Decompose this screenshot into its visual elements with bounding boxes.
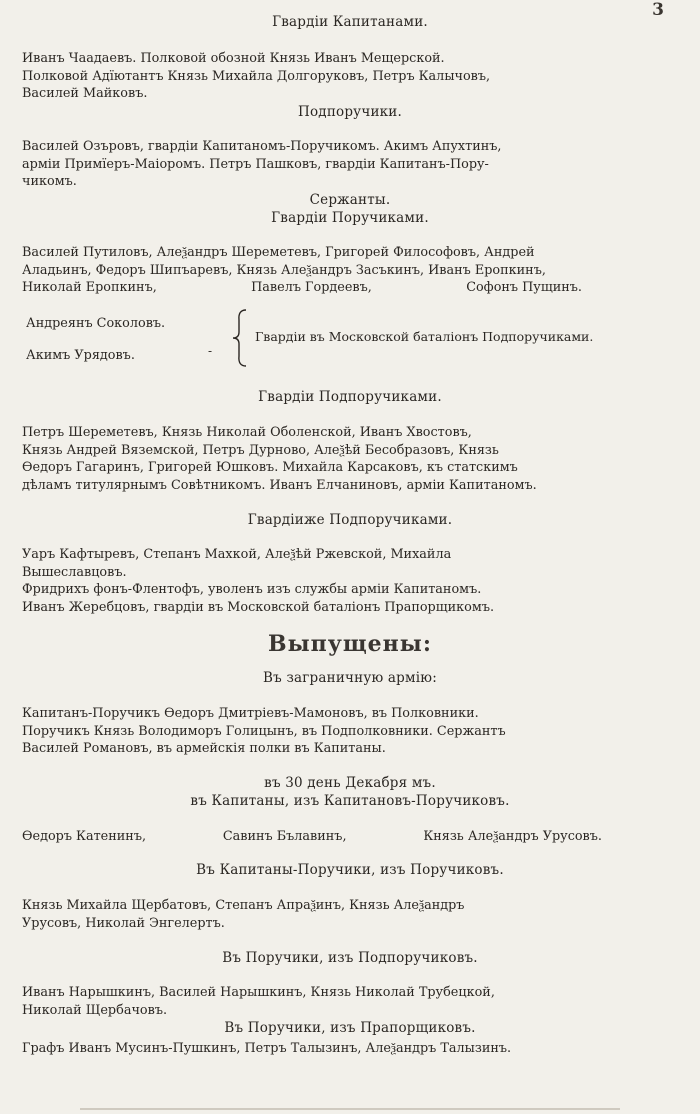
text-line: Василей Романовъ, въ армейскія полки въ Капитаны.	[22, 741, 386, 756]
text-line: Иванъ Чаадаевъ. Полковой обозной Князь Иванъ Мещерской.	[22, 51, 445, 66]
text-line: Графъ Иванъ Мусинъ-Пушкинъ, Петръ Талызинъ, Алеѯандръ Талызинъ.	[22, 1041, 512, 1056]
text-line: Уаръ Кафтыревъ, Степанъ Махкой, Алеѯѣй Ржевской, Михайла	[22, 547, 452, 562]
heading-to-captains: въ Капитаны, изъ Капитановъ-Поручиковъ.	[190, 793, 510, 809]
name-entry: Князь Алеѯандръ Урусовъ.	[423, 829, 602, 844]
paragraph-sublieutenants	[22, 138, 682, 191]
text-line: Петръ Шереметевъ, Князь Николай Оболенской, Иванъ Хвостовъ,	[22, 425, 472, 440]
text-line: Урусовъ, Николай Энгелертъ.	[22, 915, 225, 931]
heading-guard-sublieutenants-2: Гвардіиже Подпоручиками.	[247, 512, 453, 528]
text-line: Василей Путиловъ, Алеѯандръ Шереметевъ, Григорей Философовъ, Андрей	[22, 245, 535, 260]
name-entry: Акимъ Урядовъ.	[26, 348, 135, 363]
paragraph-to-lieutenants-2	[22, 1040, 682, 1058]
heading-date: въ 30 день Декабря мъ.	[264, 775, 436, 791]
text-line	[22, 279, 582, 297]
name-entry: Савинъ Бълавинъ,	[222, 829, 347, 844]
paragraph-guard-sublieutenants-2	[22, 546, 682, 616]
heading-guard-sublieutenants: Гвардіи Подпоручиками.	[258, 389, 442, 405]
page-edge-mark	[80, 1108, 620, 1110]
heading-to-lieutenants-2: Въ Поручики, изъ Прапорщиковъ.	[224, 1020, 476, 1036]
heading-to-lieutenants: Въ Поручики, изъ Подпоручиковъ.	[222, 950, 478, 966]
text-line	[22, 828, 602, 846]
paragraph-to-captains	[22, 828, 682, 846]
name-entry: Павелъ Гордеевъ,	[251, 280, 372, 295]
text-line: Иванъ Нарышкинъ, Василей Нарышкинъ, Князь Николай Трубецкой,	[22, 985, 495, 1000]
paragraph-to-captain-lieutenants	[22, 897, 682, 932]
name-entry: Софонъ Пущинъ.	[466, 280, 582, 295]
text-line: Өедоръ Гагаринъ, Григорей Юшковъ. Михайла Карсаковъ, къ статскимъ	[22, 460, 518, 475]
text-line: чикомъ.	[22, 174, 77, 189]
heading-sublieutenants: Подпоручики.	[298, 104, 402, 120]
heading-sergeants: Сержанты.	[309, 192, 391, 208]
text-line: Князь Андрей Вяземской, Петръ Дурново, Алеѯѣй Бесобразовъ, Князь	[22, 442, 499, 458]
text-line: Аладьинъ, Федоръ Шипъаревъ, Князь Алеѯандръ Засъкинъ, Иванъ Еропкинъ,	[22, 262, 546, 278]
text-line: Василей Озъровъ, гвардіи Капитаномъ-Поручикомъ. Акимъ Апухтинъ,	[22, 139, 502, 154]
text-line: Князь Михайла Щербатовъ, Степанъ Апраѯинъ, Князь Алеѯандръ	[22, 898, 465, 913]
name-entry: Андреянъ Соколовъ.	[26, 316, 166, 331]
heading-to-captain-lieutenants: Въ Капитаны-Поручики, изъ Поручиковъ.	[196, 862, 504, 878]
text-line: арміи Примїеръ-Маіоромъ. Петръ Пашковъ, гвардіи Капитанъ-Пору-	[22, 156, 489, 172]
text-line: Василей Майковъ.	[22, 86, 148, 101]
text-line: Полковой Адїютантъ Князь Михайла Долгоруковъ, Петръ Калычовъ,	[22, 68, 491, 84]
brace-description: Гвардіи въ Московской баталіонъ Подпоручиками.	[255, 329, 594, 344]
paragraph-guard-captains	[22, 50, 682, 103]
paragraph-foreign-army	[22, 705, 682, 758]
text-line: Фридрихъ фонъ-Флентофъ, уволенъ изъ службы арміи Капитаномъ.	[22, 582, 482, 597]
name-entry: Өедоръ Катенинъ,	[22, 829, 147, 844]
heading-guard-lieutenants: Гвардіи Поручиками.	[271, 210, 429, 226]
text-line: Капитанъ-Поручикъ Өедоръ Дмитріевъ-Мамоновъ, въ Полковники.	[22, 706, 479, 721]
text-line: Иванъ Жеребцовъ, гвардіи въ Московской баталіонъ Прапорщикомъ.	[22, 599, 495, 615]
text-line: Николай Щербачовъ.	[22, 1002, 168, 1018]
text-line: дѣламъ титулярнымъ Совѣтникомъ. Иванъ Елчаниновъ, арміи Капитаномъ.	[22, 477, 537, 493]
heading-guard-captains: Гвардіи Капитанами.	[272, 14, 428, 30]
paragraph-to-lieutenants	[22, 984, 682, 1019]
text-line: Вышеславцовъ.	[22, 564, 127, 580]
paragraph-guard-sublieutenants	[22, 424, 682, 494]
paragraph-guard-lieutenants	[22, 244, 682, 297]
dash-mark: -	[208, 344, 213, 358]
curly-brace	[230, 308, 252, 368]
heading-foreign-army: Въ заграничную армію:	[263, 670, 437, 686]
heading-released: Выпущены:	[268, 631, 432, 657]
name-entry: Николай Еропкинъ,	[22, 280, 157, 295]
page-number: 3	[652, 0, 664, 20]
text-line: Поручикъ Князь Володиморъ Голицынъ, въ Подполковники. Сержантъ	[22, 723, 506, 739]
